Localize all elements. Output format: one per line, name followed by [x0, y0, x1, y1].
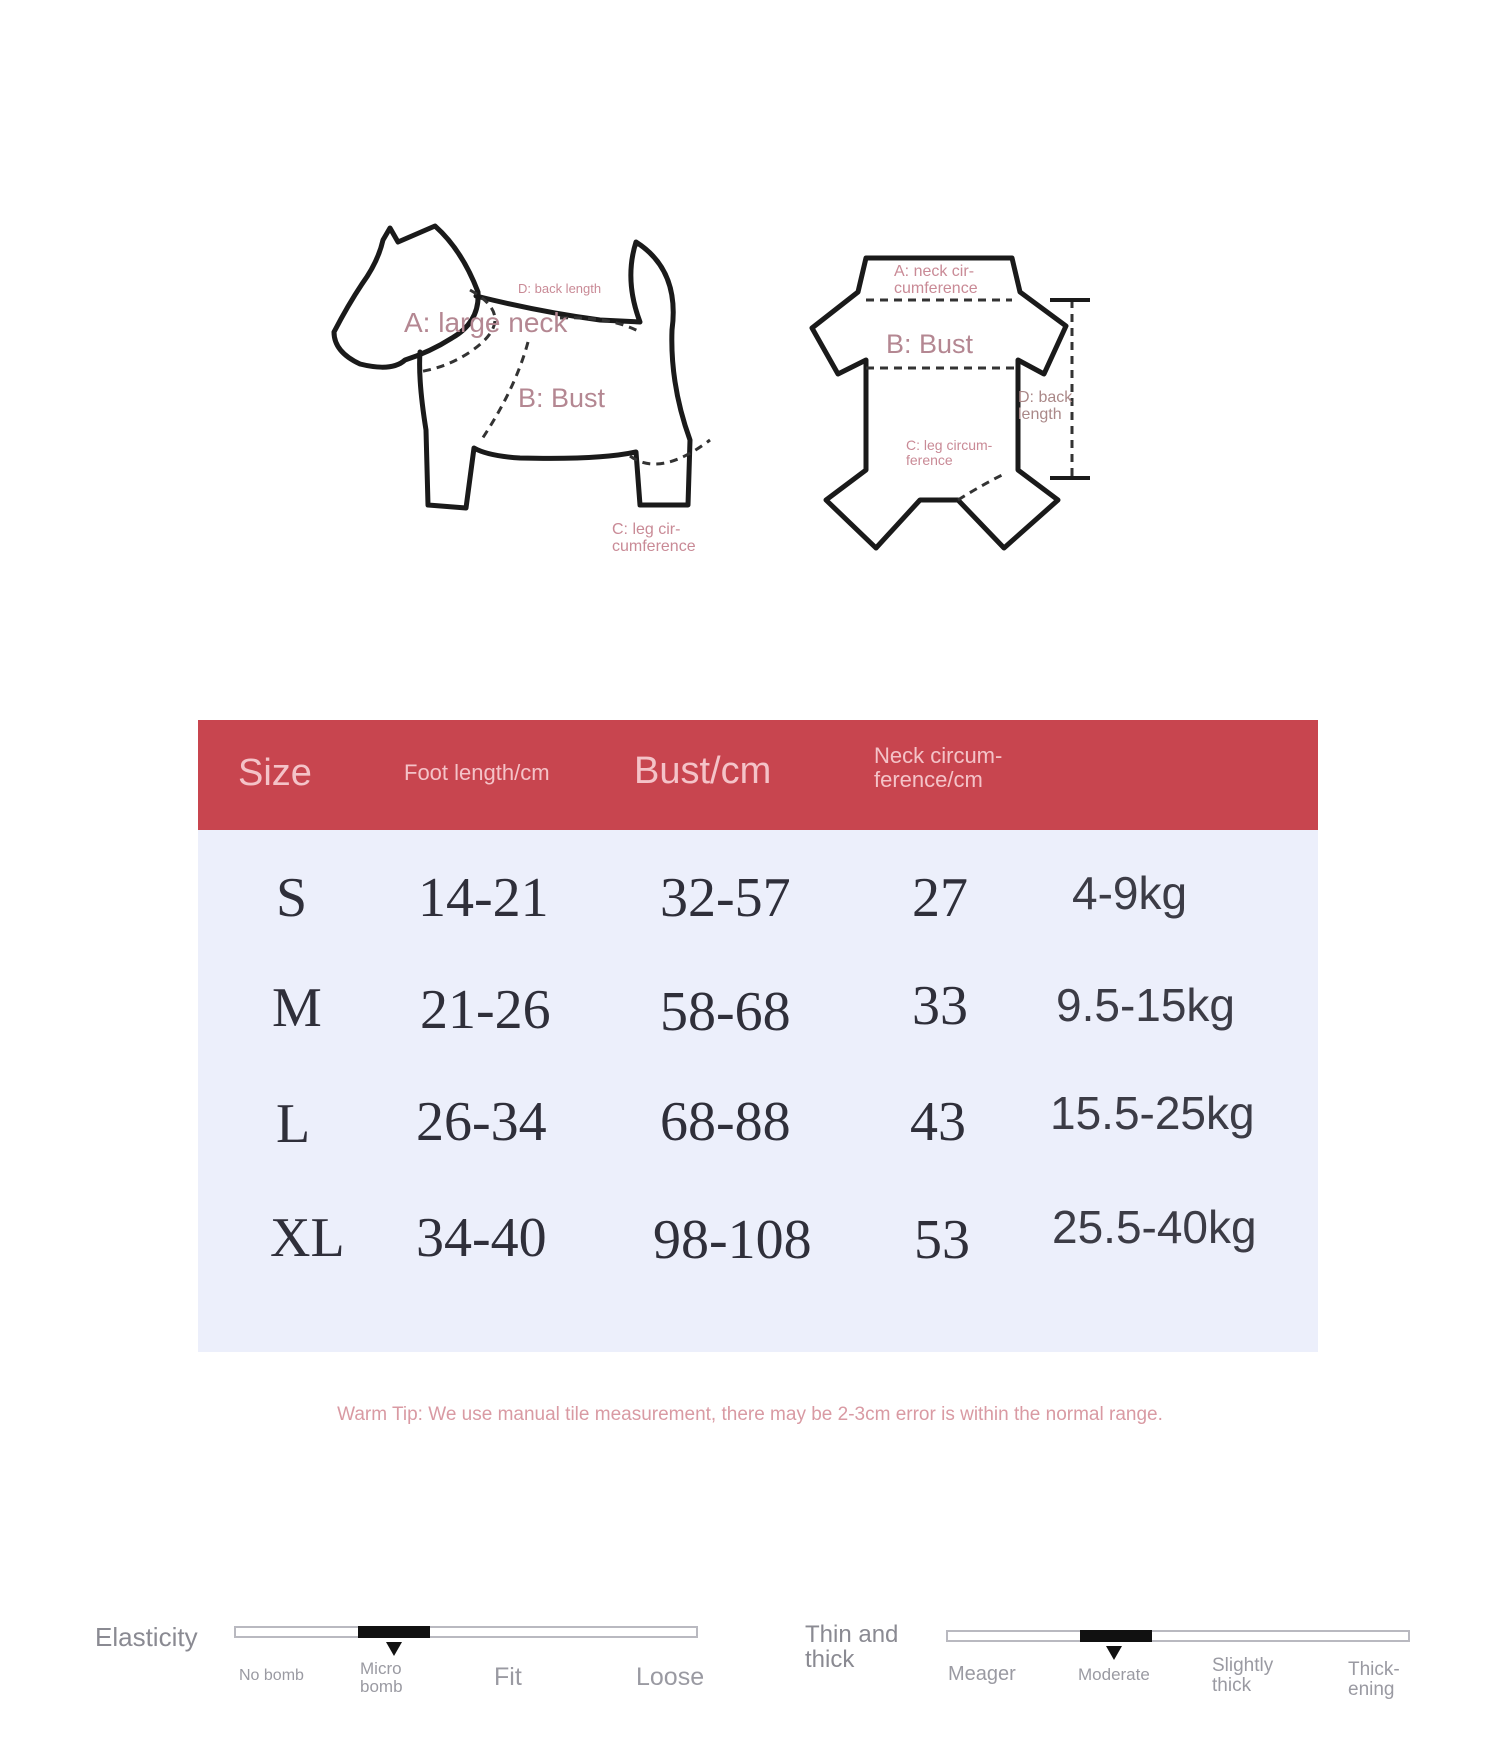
- thickness-label-meager: Meager: [948, 1663, 1016, 1685]
- elasticity-pointer-icon: [386, 1642, 402, 1656]
- cell-size: S: [276, 867, 308, 929]
- cell-neck: 43: [910, 1091, 966, 1153]
- cell-size: L: [276, 1093, 311, 1155]
- table-row: [198, 976, 1318, 1088]
- header-bust: Bust/cm: [634, 750, 772, 792]
- header-size: Size: [238, 752, 312, 794]
- cell-foot: 34-40: [416, 1207, 547, 1269]
- table-row: [198, 1200, 1318, 1312]
- cell-weight: 4-9kg: [1072, 867, 1188, 919]
- top-bust-label: B: Bust: [886, 329, 974, 359]
- size-table: [198, 720, 1318, 1352]
- header-neck-circumference: Neck circum- ference/cm: [874, 743, 1003, 793]
- thickness-label-moderate: Moderate: [1078, 1665, 1150, 1684]
- cell-foot: 14-21: [418, 867, 549, 929]
- elasticity-title: Elasticity: [95, 1622, 198, 1652]
- top-leg-label: C: leg circum- ference: [906, 437, 993, 468]
- cell-neck: 33: [912, 975, 968, 1037]
- side-neck-label: A: large neck: [404, 307, 568, 338]
- thickness-label-thickening: Thick- ening: [1348, 1659, 1400, 1700]
- side-back-label: D: back length: [518, 281, 602, 296]
- cell-bust: 98-108: [653, 1209, 812, 1271]
- thickness-pointer-icon: [1106, 1646, 1122, 1660]
- elasticity-label-micro-bomb: Micro bomb: [360, 1659, 403, 1696]
- cell-bust: 68-88: [660, 1091, 791, 1153]
- table-row: [198, 866, 1318, 978]
- top-neck-label: A: neck cir- cumference: [894, 263, 978, 297]
- cell-foot: 26-34: [416, 1091, 547, 1153]
- cell-size: XL: [270, 1207, 345, 1269]
- elasticity-label-no-bomb: No bomb: [239, 1667, 304, 1684]
- warm-tip-note: Warm Tip: We use manual tile measurement, there may be 2-3cm error is within the normal range.: [337, 1404, 1163, 1425]
- table-header: [198, 720, 1318, 830]
- dog-side-view-outline: [334, 226, 690, 508]
- elasticity-label-fit: Fit: [494, 1663, 522, 1691]
- cell-bust: 58-68: [660, 981, 791, 1043]
- side-leg-label: C: leg cir- cumference: [612, 521, 696, 555]
- dog-measurement-illustration: [0, 0, 1500, 620]
- cell-weight: 25.5-40kg: [1052, 1201, 1257, 1253]
- cell-weight: 15.5-25kg: [1050, 1087, 1255, 1139]
- header-foot-length: Foot length/cm: [404, 760, 550, 785]
- thickness-title: Thin and thick: [805, 1621, 899, 1674]
- table-row: [198, 1088, 1318, 1200]
- cell-bust: 32-57: [660, 867, 791, 929]
- top-back-label: D: back length: [1018, 389, 1073, 423]
- thickness-selected-segment: [1080, 1630, 1152, 1642]
- measurement-diagram: [0, 0, 1500, 620]
- cell-neck: 53: [914, 1209, 970, 1271]
- cell-foot: 21-26: [420, 979, 551, 1041]
- cell-neck: 27: [912, 867, 968, 929]
- thickness-label-slightly-thick: Slightly thick: [1212, 1655, 1274, 1696]
- elasticity-selected-segment: [358, 1626, 430, 1638]
- side-bust-label: B: Bust: [518, 383, 606, 413]
- elasticity-label-loose: Loose: [636, 1663, 705, 1691]
- thickness-track: [946, 1630, 1410, 1642]
- elasticity-track: [234, 1626, 698, 1638]
- cell-weight: 9.5-15kg: [1056, 979, 1236, 1031]
- cell-size: M: [272, 977, 322, 1039]
